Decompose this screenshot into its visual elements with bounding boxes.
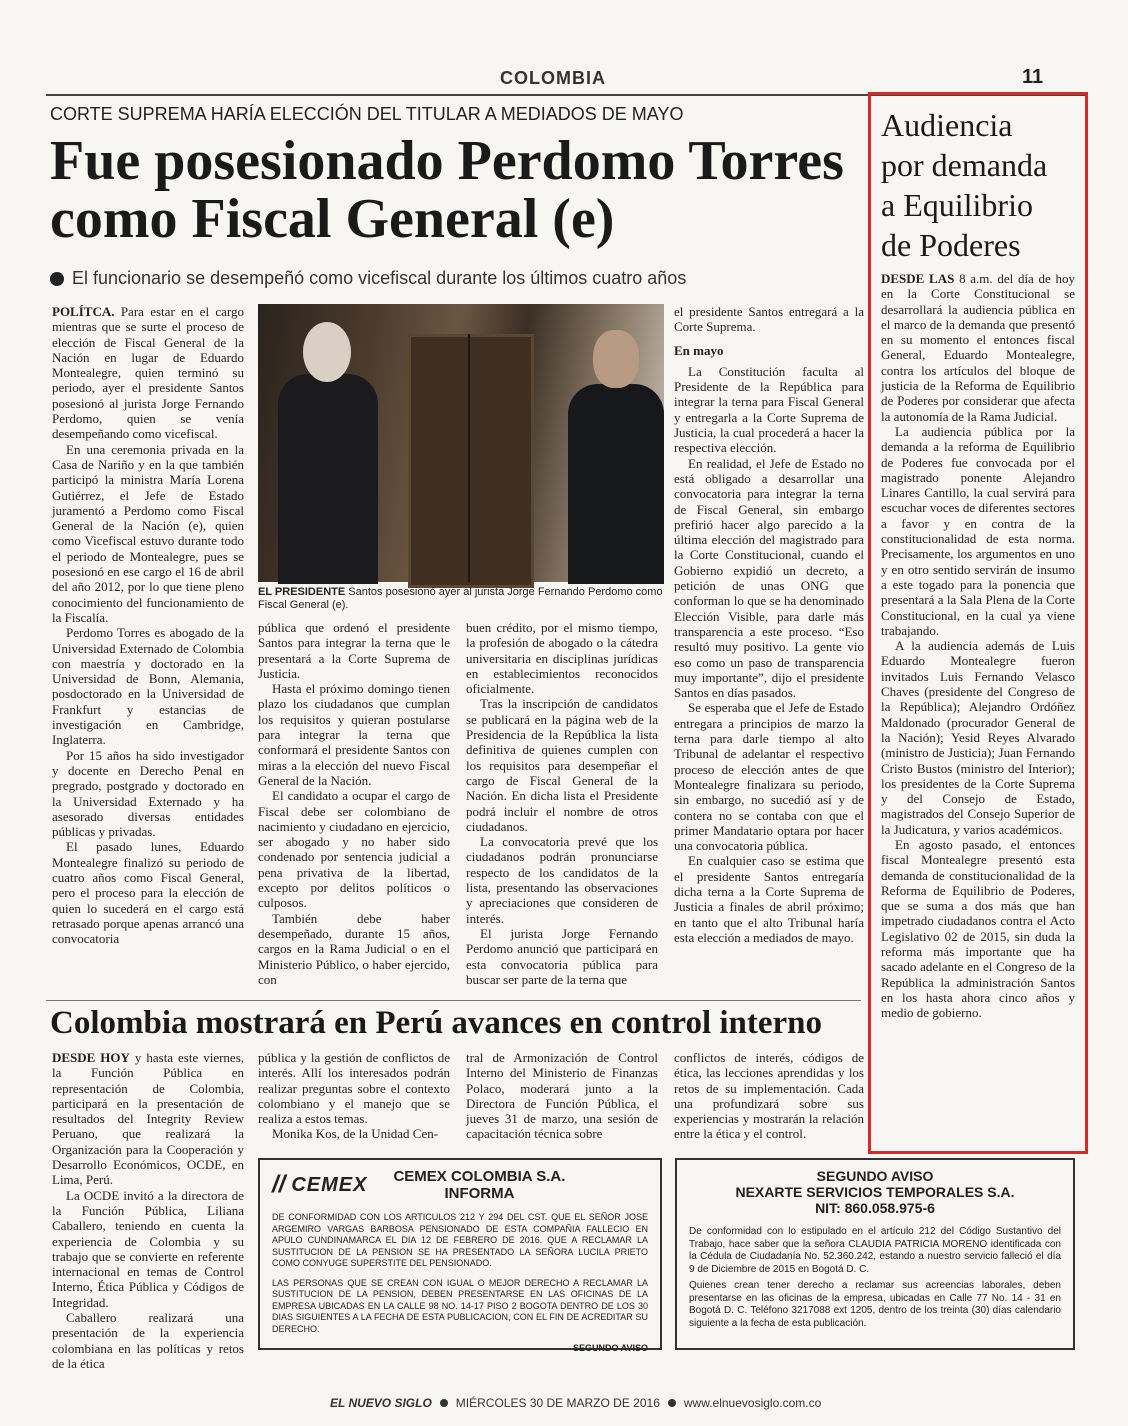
article-divider (46, 1000, 861, 1001)
article-paragraph: buen crédito, por el mismo tiempo, la profesión de abogado o la cátedra universitaria en disciplinas jurídicas en establecimientos reconocidos oficialmente. (466, 620, 658, 697)
nexarte-ad-text-2: Quienes crean tener derecho a reclamar sus acreencias laborales, deben presentarse en las oficinas de la empresa, ubicadas en Calle 77 No. 14 - 31 en Bogotá D. C. Teléfono 3217088 ext 1205, dentro de los treinta (30) días calendario siguiente a la fecha de esta publicación. (689, 1280, 1061, 1329)
article-paragraph: En una ceremonia privada en la Casa de Nariño y en la que también participó la ministra María Lorena Gutiérrez, el Jefe de Estado juramentó a Perdomo como Fiscal General de la Nación (e), quien como Vicefiscal estuvo durante todo el periodo de Montealegre, pues se posesionó en ese cargo el 16 de abril del año 2012, por lo que tiene pleno conocimiento del funcionamiento de la Fiscalía. (52, 441, 244, 625)
photo-jurist (568, 384, 664, 584)
article2-column-4 (674, 1050, 864, 1146)
sidebar-title: Audiencia por demanda a Equilibrio de Poderes (881, 107, 1048, 263)
sidebar-lead: DESDE LAS (881, 271, 955, 286)
article2-paragraph: Monika Kos, de la Unidad Cen- (272, 1126, 439, 1142)
sidebar-paragraph: En agosto pasado, el entonces fiscal Montealegre presentó esta demanda de constitucionalidad de la Reforma de Equilibrio de Poderes, que se suma a dos más que han impetrado ciudadanos contra el Acto Legislativo 02 de 2015, sin duda la reforma más importante que ha sacado adelante en el Congreso de la República la administración Santos en los hasta ahora cinco años y medio de gobierno. (881, 836, 1075, 1021)
article-paragraph: La Constitución faculta al Presidente de la República para integrar la terna para Fiscal General y entregarla a la Corte Suprema de Justicia, la cual procederá a hacer la respectiva elección. (674, 363, 864, 456)
footer-paper: EL NUEVO SIGLO (330, 1396, 432, 1410)
sidebar-paragraph: A la audiencia además de Luis Eduardo Montealegre fueron invitados Luis Fernando Velasco Chaves (presidente del Congreso de la República); Alejandro Ordóñez Maldonado (procurador General de la Nación); Yesid Reyes Alvarado (ministro de Justicia); Juan Fernando Cristo Bustos (ministro del Interior); los presidentes de la Corte Suprema y del Consejo de Estado, magistrados del Consejo Superior de la Judicatura, y varios académicos. (881, 638, 1075, 837)
article-paragraph: Tras la inscripción de candidatos se publicará en la página web de la Presidencia de la República la lista definitiva de quienes cumplen con los requisitos para desempeñar el cargo de Fiscal General de la Nación. En dicha lista el Presidente podrá incluir el nombre de otros ciudadanos. (466, 696, 658, 834)
photo-caption: EL PRESIDENTE Santos posesionó ayer al jurista Jorge Fernando Perdomo como Fiscal General (e). (258, 586, 663, 611)
cemex-ad-footer: SEGUNDO AVISO (572, 1343, 648, 1353)
nexarte-ad-header: SEGUNDO AVISO NEXARTE SERVICIOS TEMPORALES S.A. NIT: 860.058.975-6 (735, 1168, 1015, 1216)
article-lead: POLÍTCA. (52, 304, 115, 319)
article-paragraph: el presidente Santos entregará a la Corte Suprema. (674, 304, 864, 335)
cemex-logo-icon: // (272, 1171, 286, 1198)
article2-paragraph: Caballero realizará una presentación de la experiencia colombiana en las políticas y retos de la ética (52, 1310, 244, 1371)
article-paragraph: El pasado lunes, Eduardo Montealegre finalizó su periodo de cuatro años como Fiscal General, pero el proceso para la elección de quien lo sucederá en el cargo está retrasado porque apenas arrancó una convocatoria (52, 839, 244, 947)
bullet-icon (440, 1399, 448, 1407)
footer-url: www.elnuevosiglo.com.co (683, 1396, 822, 1410)
article-paragraph: En cualquier caso se estima que el presidente Santos entregaría dicha terna a la Corte Suprema de Justicia a finales de abril próximo; en tanto que el alto Tribunal haría esta elección a mediados de mayo. (674, 853, 864, 945)
article-paragraph: Perdomo Torres es abogado de la Universidad Externado de Colombia con maestría y doctorado en la Universidad de Bonn, Alemania, posdoctorado en la Universidad de Frankfurt y estancias de investigación en Cambridge, Inglaterra. (52, 625, 244, 748)
nexarte-ad (675, 1158, 1075, 1350)
article-paragraph: También debe haber desempeñado, durante 15 años, cargos en la Rama Judicial o en el Ministerio Público, o haber ejercido, con (258, 910, 450, 987)
caption-lead: EL PRESIDENTE (258, 586, 346, 598)
article-paragraph: El jurista Jorge Fernando Perdomo anunció que participará en esta convocatoria pública para buscar ser parte de la terna que (466, 925, 658, 987)
sidebar-body (881, 271, 1075, 1143)
article2-lead: DESDE HOY (52, 1050, 130, 1065)
page-footer (330, 1396, 821, 1410)
subhead (50, 268, 686, 289)
cemex-company: CEMEX COLOMBIA S.A. INFORMA (393, 1168, 566, 1202)
headline: Fue posesionado Perdomo Torres como Fiscal General (e) (50, 130, 844, 250)
article-subhead: En mayo (674, 342, 724, 358)
article2-paragraph: pública y la gestión de conflictos de interés. Allí los interesados podrán realizar preguntas sobre el contexto colombiano y el manejo que se realiza a estos temas. (258, 1050, 450, 1127)
article2-paragraph: conflictos de interés, códigos de ética, las lecciones aprendidas y los retos de su implementación. Cada una profundizará sobre sus experiencias y mostrarán la relación entre la ética y el control. (674, 1050, 864, 1142)
photo-president (278, 374, 378, 584)
sidebar-paragraph: La audiencia pública por la demanda a la reforma de Equilibrio de Poderes fue convocada por el magistrado ponente Alejandro Linares Cantillo, la cual servirá para escuchar voces de diferentes sectores a favor y en contra de la constitucionalidad de esta norma. Precisamente, los argumentos en uno y en otro sentido servirán de insumo a este togado para la ponencia que presentará a la Sala Plena de la Corte Constitucional, en la cual ya viene trabajando. (881, 423, 1075, 638)
article-paragraph: pública que ordenó el presidente Santos para integrar la terna que le presentará a la Corte Suprema de Justicia. (258, 620, 450, 681)
section-label: COLOMBIA (500, 68, 606, 88)
article-paragraph: POLÍTCA. Para estar en el cargo mientras que se surte el proceso de elección de Fiscal General de la Nación en lugar de Eduardo Montealegre, quien terminó su periodo, ayer el presidente Santos posesionó al jurista Jorge Fernando Perdomo, quien se venía desempeñando como vicefiscal. (52, 304, 245, 442)
article2-column-1 (52, 1050, 245, 1371)
photo-president-head (303, 322, 351, 382)
sidebar-paragraph: DESDE LAS 8 a.m. del día de hoy en la Corte Constitucional se desarrollará la audiencia pública en el marco de la demanda que presentó en su momento el entonces fiscal General, Eduardo Montealegre, contra los artículos del bloque de justicia de la Reforma de Equilibrio de Poderes por considerar que afecta la autonomía de la Rama Judicial. (881, 271, 1076, 424)
footer-date: MIÉRCOLES 30 DE MARZO DE 2016 (455, 1396, 660, 1410)
cemex-logo: CEMEX (291, 1173, 368, 1196)
article-paragraph: Se esperaba que el Jefe de Estado entregara a principios de marzo la terna para darle tiempo al alto Tribunal de adelantar el respectivo proceso de elección antes de que Montealegre finalizara su periodo, sin embargo, no sucedió así y de contera no se contaba con que el primer Mandatario optara por hacer una convocatoria pública. (674, 700, 864, 854)
bullet-icon (50, 272, 64, 286)
article-paragraph: Por 15 años ha sido investigador y docente en Derecho Penal en pregrado, postgrado y doctorado en la Universidad Externado y ha asesorado diversas entidades públicas y privadas. (52, 747, 244, 840)
kicker: CORTE SUPREMA HARÍA ELECCIÓN DEL TITULAR A MEDIADOS DE MAYO (50, 104, 684, 124)
sidebar-box (868, 92, 1088, 1154)
article-photo (258, 304, 664, 582)
cemex-ad-text-1: DE CONFORMIDAD CON LOS ARTICULOS 212 Y 294 DEL CST. QUE EL SEÑOR JOSE ARGEMIRO VARGAS BARBOSA PENSIONADO DE ESTA COMPAÑIA FALLECIO EN APULO CUNDINAMARCA EL DIA 12 DE FEBRERO DE 2016. QUE A RECLAMAR LA SUSTITUCION DE LA PENSION SE HA PRESENTADO LA SEÑORA LUCILA PRIETO COMO CONYUGE SUPERSTITE DEL PENSIONADO. (272, 1212, 648, 1268)
photo-jurist-head (593, 330, 639, 388)
article-column-2 (258, 620, 450, 994)
cemex-ad-text-2: LAS PERSONAS QUE SE CREAN CON IGUAL O MEJOR DERECHO A RECLAMAR LA SUSTITUCION DE LA PENSION, DEBEN PRESENTARSE EN LAS OFICINAS DE LA EMPRESA UBICADAS EN LA CALLE 98 NO. 14-17 PISO 2 BOGOTA DENTRO DE LOS 30 DIAS SIGUIENTES A LA FECHA DE ESTA PUBLICACION, CON EL FIN DE ACREDITAR SU DERECHO. (272, 1277, 648, 1334)
article2-paragraph: La OCDE invitó a la directora de la Función Pública, Liliana Caballero, teniendo en cuenta la experiencia de Colombia y su trabajo que se convierte en referente internacional en temas de Control Interno, Ética Pública y Códigos de Integridad. (52, 1187, 244, 1310)
bullet-icon (668, 1399, 676, 1407)
subhead-text: El funcionario se desempeñó como vicefiscal durante los últimos cuatro años (72, 268, 687, 288)
photo-door (408, 334, 534, 588)
article-paragraph: Hasta el próximo domingo tienen plazo los ciudadanos que cumplan los requisitos y quieran postularse para integrar la terna que conformará el presidente Santos con miras a la elección del nuevo Fiscal General de la Nación. (258, 681, 450, 788)
cemex-ad-header (272, 1168, 648, 1202)
article-column-3 (466, 620, 658, 994)
photo-door-split (468, 334, 470, 582)
article2-paragraph: DESDE HOY y hasta este viernes, la Función Pública en representación de Colombia, participará en la presentación de resultados del Integrity Review Peruano, que realizará la Organización para la Cooperación y Desarrollo Económicos, OCDE, en Lima, Perú. (52, 1050, 245, 1188)
article-paragraph: En realidad, el Jefe de Estado no está obligado a desarrollar una convocatoria para integrar la terna de Fiscal General, sin embargo prefirió hacer algo parecido a la última elección del magistrado para la Corte Constitucional, cuando el Gobierno expidió un decreto, a petición de unas ONG que conforman lo que se ha denominado Elección Visible, para darle más transparencia a este proceso. “Eso resultó muy positivo. La gente vio eso como un paso de transparencia muy importante”, dijo el presidente Santos en días pasados. (674, 455, 864, 701)
headline-2: Colombia mostrará en Perú avances en control interno (50, 1005, 823, 1041)
article-paragraph: La convocatoria prevé que los ciudadanos podrán pronunciarse respecto de los candidatos de la lista, presentando las observaciones y apreciaciones que consideren de interés. (466, 834, 658, 926)
article-column-1 (52, 304, 244, 994)
page-number: 11 (1022, 66, 1044, 88)
article2-column-2 (258, 1050, 450, 1146)
article-paragraph: El candidato a ocupar el cargo de Fiscal debe ser colombiano de nacimiento y ciudadano en ejercicio, ser abogado y no haber sido condenado por sentencia judicial a pena privativa de la libertad, excepto por delitos políticos o culposos. (258, 788, 450, 911)
article2-column-3 (466, 1050, 658, 1146)
article2-paragraph: tral de Armonización de Control Interno del Ministerio de Finanzas Polaco, moderará junto a la Directora de Función Pública, el jueves 31 de marzo, una sesión de capacitación técnica sobre (466, 1050, 658, 1142)
cemex-ad (258, 1158, 662, 1353)
article-column-4 (674, 304, 864, 994)
nexarte-ad-text-1: De conformidad con lo estipulado en el artículo 212 del Código Sustantivo del Trabajo, hace saber que la señora CLAUDIA PATRICIA MORENO identificada con la Cédula de Ciudadanía No. 52.360.242, estando a nuestro servicio falleció el día 9 de Diciembre de 2015 en Bogotá D. C. (689, 1226, 1061, 1275)
